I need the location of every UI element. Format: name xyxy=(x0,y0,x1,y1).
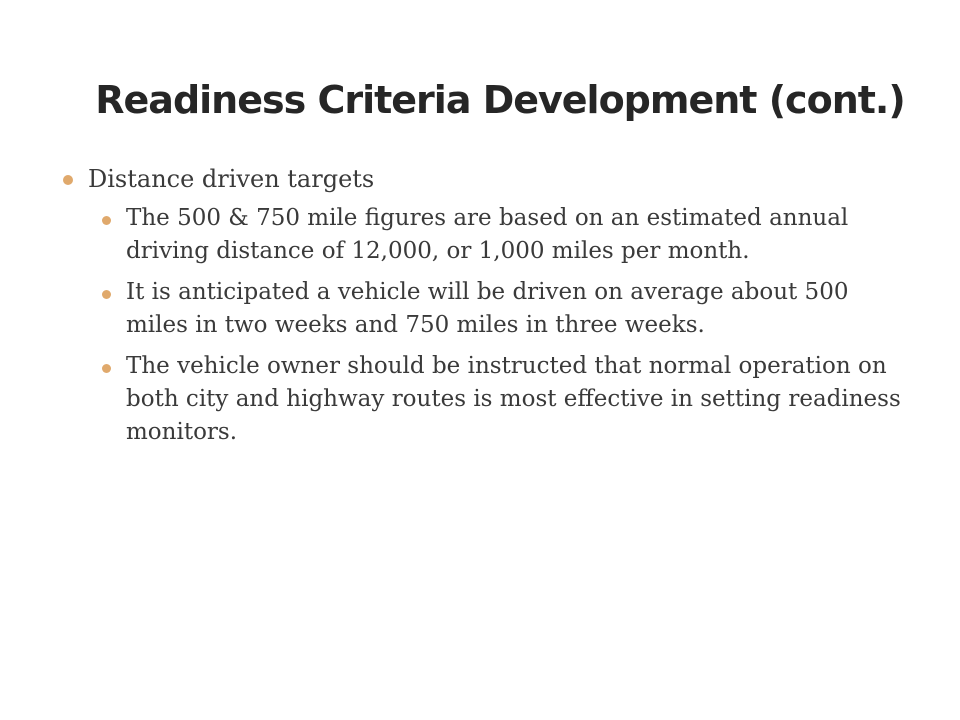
sub-bullet-dot-icon xyxy=(102,364,111,373)
sub-bullet-dot-icon xyxy=(102,216,111,225)
slide-content xyxy=(0,164,960,457)
bullet-distance-driven-targets xyxy=(88,164,888,202)
sub-bullet-text: It is anticipated a vehicle will be driven on average about 500 miles in two weeks and 750 miles in three weeks. xyxy=(126,279,849,338)
sub-bullet-text: The 500 & 750 mile figures are based on an estimated annual driving distance of 12,000, or 1,000 miles per month. xyxy=(126,205,849,264)
sub-bullet-item xyxy=(126,276,906,350)
sub-bullet-list xyxy=(0,202,960,457)
sub-bullet-dot-icon xyxy=(102,290,111,299)
slide-title: Readiness Criteria Development (cont.) xyxy=(95,78,905,122)
bullet-text: Distance driven targets xyxy=(88,165,375,193)
sub-bullet-text: The vehicle owner should be instructed that normal operation on both city and highway routes is most effective in setting readiness monitors. xyxy=(126,353,901,445)
sub-bullet-item xyxy=(126,350,906,457)
bullet-dot-icon xyxy=(63,175,73,185)
sub-bullet-item xyxy=(126,202,906,276)
